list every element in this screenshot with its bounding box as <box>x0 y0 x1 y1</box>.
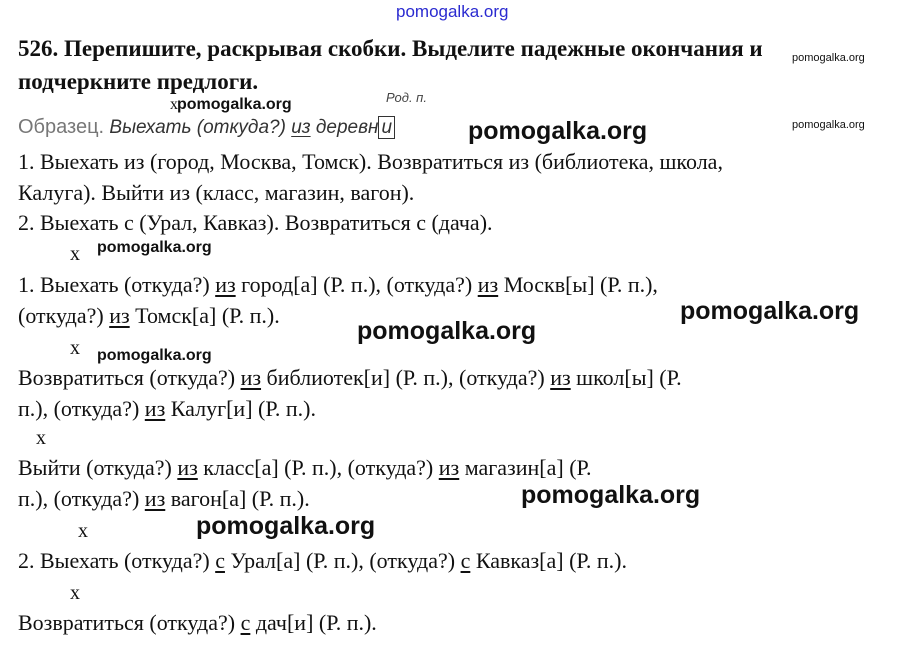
watermark: pomogalka.org <box>97 347 212 364</box>
watermark: pomogalka.org <box>680 297 860 325</box>
preposition: из <box>240 365 262 390</box>
x-mark: x <box>36 427 46 449</box>
watermark: pomogalka.org <box>97 239 212 256</box>
x-mark: x <box>70 337 80 359</box>
watermark: pomogalka.org <box>521 481 701 509</box>
answer-line: п.), (откуда?) из Калуг[и] (Р. п.). <box>18 396 316 421</box>
preposition: из <box>144 396 166 421</box>
watermark: pomogalka.org <box>792 119 865 131</box>
x-mark: x <box>78 520 88 542</box>
answer-line: Выйти (откуда?) из класс[а] (Р. п.), (откуда?) из магазин[а] (Р. <box>18 455 592 480</box>
exercise-line: 2. Выехать с (Урал, Кавказ). Возвратиться с (дача). <box>18 210 493 235</box>
watermark: pomogalka.org <box>357 317 537 345</box>
x-mark: x <box>70 582 80 604</box>
x-mark: x <box>70 243 80 265</box>
preposition: из <box>438 455 460 480</box>
preposition: из <box>144 486 166 511</box>
preposition: из <box>477 272 499 297</box>
sample-verb: Выехать (откуда?) <box>109 117 286 138</box>
preposition: с <box>215 548 225 573</box>
preposition: из <box>215 272 236 297</box>
sample-lead: Образец. <box>18 116 105 138</box>
sample-preposition: из <box>291 117 311 138</box>
answer-line: п.), (откуда?) из вагон[а] (Р. п.). <box>18 486 310 511</box>
preposition: из <box>550 365 571 390</box>
watermark: pomogalka.org <box>468 117 648 145</box>
watermark-top: pomogalka.org <box>396 2 509 21</box>
task-title <box>18 32 763 98</box>
preposition: с <box>240 610 251 635</box>
answer-line: 1. Выехать (откуда?) из город[а] (Р. п.), (откуда?) из Москв[ы] (Р. п.), <box>18 272 658 297</box>
answer-line: Возвратиться (откуда?) из библиотек[и] (Р. п.), (откуда?) из школ[ы] (Р. <box>18 365 682 390</box>
watermark: pomogalka.org <box>177 96 292 113</box>
watermark: pomogalka.org <box>792 52 865 64</box>
exercise-line: 1. Выехать из (город, Москва, Томск). Возвратиться из (библиотека, школа, <box>18 149 723 174</box>
answer-line: (откуда?) из Томск[а] (Р. п.). <box>18 303 280 328</box>
task-title-line2: подчеркните предлоги. <box>18 69 259 94</box>
sample-line <box>18 116 395 139</box>
task-title-line1: 526. Перепишите, раскрывая скобки. Выделите падежные окончания и <box>18 36 763 61</box>
sample-ending: и <box>378 116 395 139</box>
x-mark: x <box>170 96 178 113</box>
answer-line: 2. Выехать (откуда?) с Урал[а] (Р. п.), (откуда?) с Кавказ[а] (Р. п.). <box>18 548 628 573</box>
preposition: из <box>109 303 130 328</box>
exercise-line: Калуга). Выйти из (класс, магазин, вагон). <box>18 180 415 205</box>
preposition: с <box>460 548 471 573</box>
case-label: Род. п. <box>386 90 427 105</box>
sample-stem: деревн <box>315 117 379 138</box>
preposition: из <box>177 455 198 480</box>
watermark: pomogalka.org <box>196 512 376 540</box>
answer-line: Возвратиться (откуда?) с дач[и] (Р. п.). <box>18 610 377 635</box>
